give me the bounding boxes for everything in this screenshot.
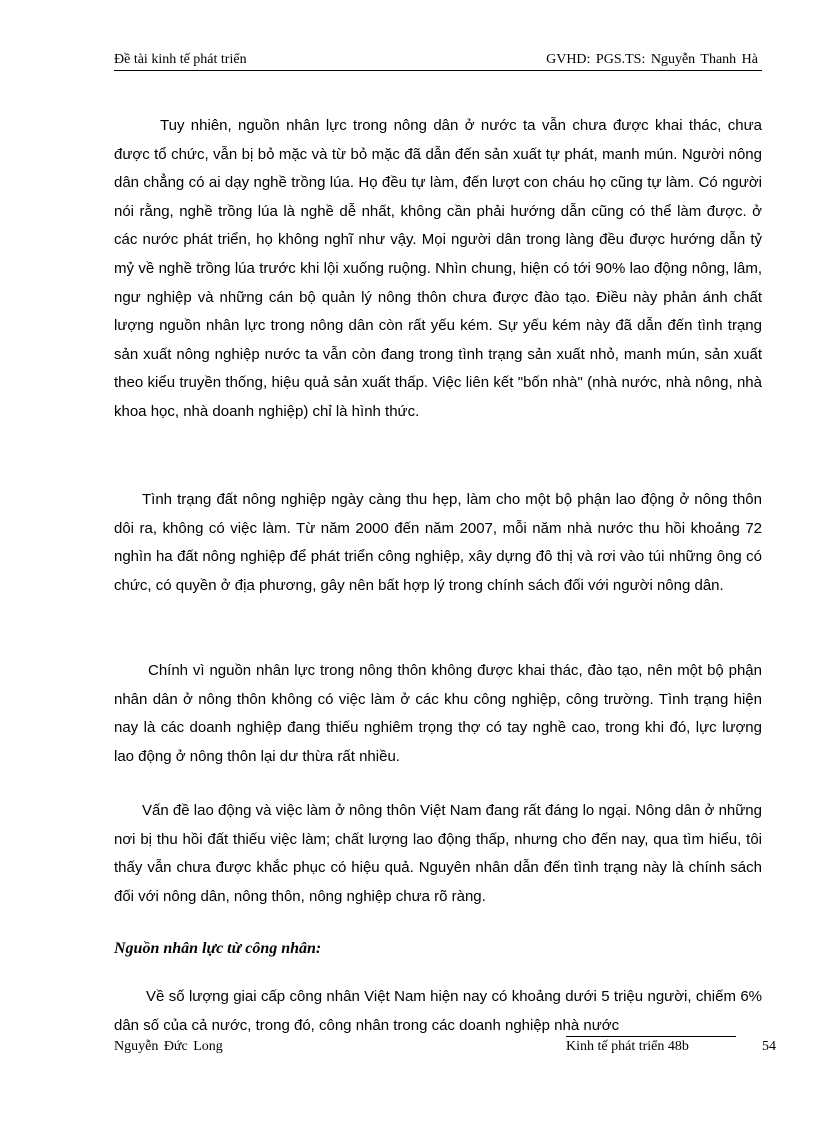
section-subheading: Nguồn nhân lực từ công nhân: <box>114 940 322 957</box>
footer-course: Kinh tế phát triển 48b <box>566 1036 736 1056</box>
paragraph-rural-employment: Vấn đề lao động và việc làm ở nông thôn Việt Nam đang rất đáng lo ngại. Nông dân ở những nơi bị thu hồi đất thiếu việc làm; chất lượng lao động thấp, nhưng cho đến nay, qua tìm hiểu, tôi thấy vẫn chưa được khắc phục có hiệu quả. Nguyên nhân dẫn đến tình trạng này là chính sách đối với nông dân, nông thôn, nông nghiệp chưa rõ ràng. <box>114 802 762 905</box>
header-document-title: Đề tài kinh tế phát triển <box>114 52 247 67</box>
footer-author: Nguyễn Đức Long <box>114 1039 223 1054</box>
paragraph-farmer-labor: Tuy nhiên, nguồn nhân lực trong nông dân ở nước ta vẫn chưa được khai thác, chưa được tổ chức, vẫn bị bỏ mặc và từ bỏ mặc đã dẫn đến sản xuất tự phát, manh mún. Người nông dân chẳng có ai dạy nghề trồng lúa. Họ đều tự làm, đến lượt con cháu họ cũng tự làm. Có người nói rằng, nghề trồng lúa là nghề dễ nhất, không cần phải hướng dẫn cũng có thể làm được. ở các nước phát triển, họ không nghĩ như vậy. Mọi người dân trong làng đều được hướng dẫn tỷ mỷ về nghề trồng lúa trước khi lội xuống ruộng. Nhìn chung, hiện có tới 90% lao động nông, lâm, ngư nghiệp và những cán bộ quản lý nông thôn chưa được đào tạo. Điều này phản ánh chất lượng nguồn nhân lực trong nông dân còn rất yếu kém. Sự yếu kém này đã dẫn đến tình trạng sản xuất nông nghiệp nước ta vẫn còn đang trong tình trạng sản xuất nhỏ, manh mún, sản xuất theo kiểu truyền thống, hiệu quả sản xuất thấp. Việc liên kết "bốn nhà" (nhà nước, nhà nông, nhà khoa học, nhà doanh nghiệp) chỉ là hình thức. <box>114 117 762 420</box>
page-number: 54 <box>762 1039 776 1054</box>
paragraph-shrinking-land: Tình trạng đất nông nghiệp ngày càng thu hẹp, làm cho một bộ phận lao động ở nông thôn dôi ra, không có việc làm. Từ năm 2000 đến năm 2007, mỗi năm nhà nước thu hồi khoảng 72 nghìn ha đất nông nghiệp để phát triển công nghiệp, xây dựng đô thị và rơi vào túi những ông có chức, có quyền ở địa phương, gây nên bất hợp lý trong chính sách đối với người nông dân. <box>114 491 762 594</box>
page-footer <box>114 1038 776 1058</box>
paragraph-untrained-labor: Chính vì nguồn nhân lực trong nông thôn không được khai thác, đào tạo, nên một bộ phận nhân dân ở nông thôn không có việc làm ở các khu công nghiệp, công trường. Tình trạng hiện nay là các doanh nghiệp đang thiếu nghiêm trọng thợ có tay nghề cao, trong khi đó, lực lượng lao động ở nông thôn lại dư thừa rất nhiều. <box>114 662 762 765</box>
paragraph-worker-count: Về số lượng giai cấp công nhân Việt Nam hiện nay có khoảng dưới 5 triệu người, chiếm 6% dân số của cả nước, trong đó, công nhân trong các doanh nghiệp nhà nước <box>114 988 762 1034</box>
page-header <box>114 52 762 71</box>
header-supervisor: GVHD: PGS.TS: Nguyễn Thanh Hà <box>546 52 758 67</box>
